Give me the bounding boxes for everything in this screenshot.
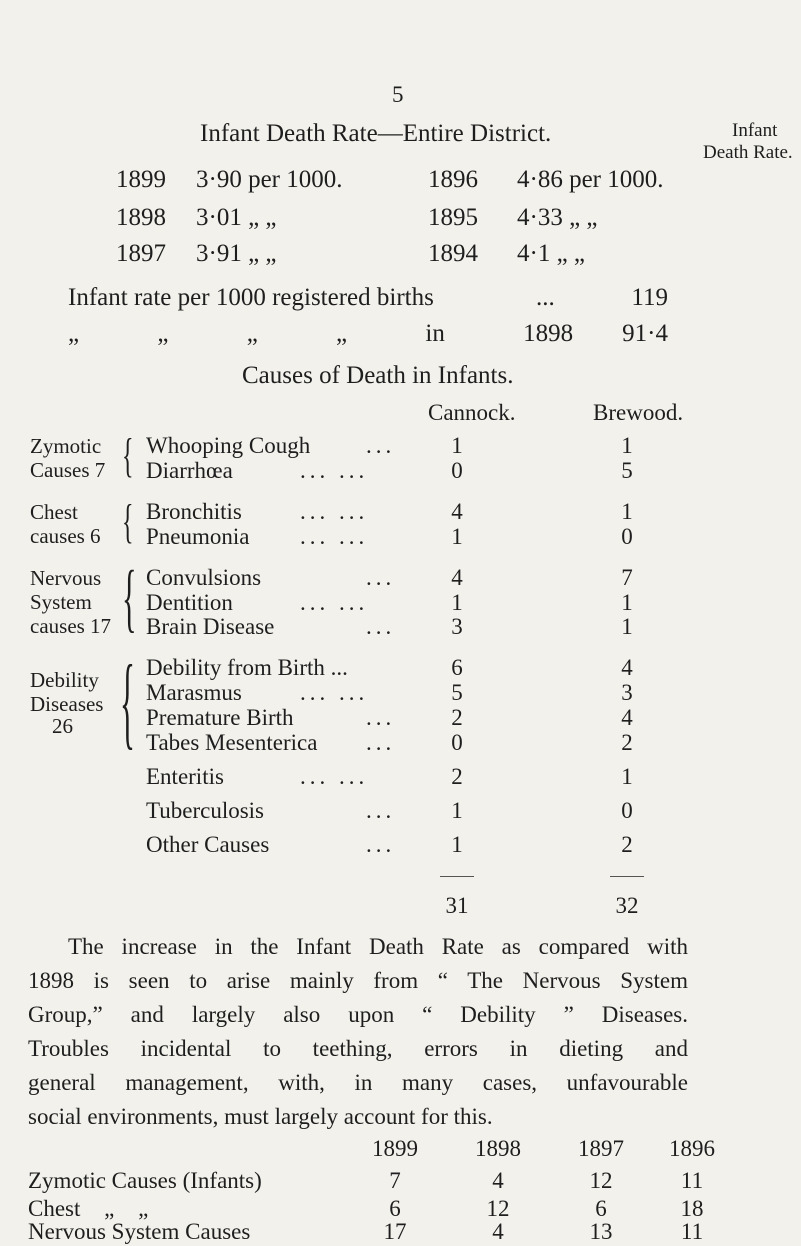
cause-dots: ... ... [300,680,369,705]
year-header: 1899 [372,1136,418,1161]
cannock-value: 1 [451,590,463,615]
cause-name: Marasmus [146,680,242,705]
cause-dots: ... ... [300,499,369,524]
title: Infant Death Rate—Entire District. [200,120,552,147]
brace-icon: { [122,495,134,548]
cause-name: Whooping Cough [146,433,311,458]
cannock-value: 0 [451,458,463,483]
group-label: Chest [30,500,78,524]
comparison-value: 11 [680,1168,704,1193]
brewood-value: 1 [621,499,633,524]
cause-dots: ... ... [300,524,369,549]
comparison-value: 13 [589,1219,613,1244]
col-header-brewood: Brewood. [593,400,684,425]
comparison-value: 6 [389,1196,401,1221]
cannock-value: 2 [451,764,463,789]
group-label: Debility [30,668,99,692]
paragraph-line: 1898 is seen to arise mainly from “ The Nervous System [28,968,688,993]
cause-name: Other Causes [146,832,270,857]
cause-dots: ... [366,705,396,730]
brace-icon: { [120,644,135,759]
cannock-value: 1 [451,798,463,823]
comparison-value: 18 [680,1196,704,1221]
rate-year: 1897 [116,240,166,267]
cause-name: Convulsions [146,565,262,590]
infant-rate-1898-value: 91·4 [622,320,668,347]
rate-value: 3·01 „ „ [196,204,277,231]
brewood-value: 0 [621,524,633,549]
cannock-value: 4 [451,565,463,590]
group-label: Zymotic [30,434,102,458]
rate-value: 3·91 „ „ [196,240,277,267]
brewood-value: 2 [621,832,633,857]
cause-dots: ... [366,614,396,639]
paragraph-line: The increase in the Infant Death Rate as compared with [68,934,688,959]
cannock-value: 1 [451,832,463,857]
total-rule [440,876,474,877]
group-label: causes 17 [30,614,112,638]
group-label: Causes 7 [30,458,106,482]
cause-dots: ... [366,832,396,857]
cannock-value: 1 [451,433,463,458]
comparison-row-label: Chest „ „ [28,1196,149,1221]
cause-dots: ... ... [300,764,369,789]
paragraph-line: Troubles incidental to teething, errors in dieting and [28,1036,688,1061]
cannock-value: 1 [451,524,463,549]
cause-dots: ... [366,798,396,823]
infant-rate-label: Infant rate per 1000 registered births [68,284,434,311]
group-label: 26 [52,714,73,738]
cause-name: Pneumonia [146,524,250,549]
comparison-row-label: Zymotic Causes (Infants) [28,1168,262,1193]
causes-title: Causes of Death in Infants. [242,362,514,389]
cause-dots: ... [366,565,396,590]
cause-name: Diarrhœa [146,458,233,483]
year-header: 1898 [475,1136,521,1161]
cannock-value: 6 [451,655,463,680]
rate-value: 4·33 „ „ [517,204,598,231]
brewood-value: 4 [621,705,633,730]
rate-year: 1899 [116,166,166,193]
brewood-value: 3 [621,680,633,705]
brewood-value: 1 [621,764,633,789]
year-header: 1896 [669,1136,715,1161]
comparison-value: 12 [589,1168,613,1193]
brewood-value: 5 [621,458,633,483]
cause-name: Enteritis [146,764,224,789]
rate-year: 1895 [428,204,478,231]
rate-value: 4·1 „ „ [517,240,586,267]
rate-year: 1894 [428,240,478,267]
infant-rate-dots: ... [536,284,555,311]
comparison-value: 17 [383,1219,407,1244]
cannock-value: 4 [451,499,463,524]
comparison-value: 7 [389,1168,401,1193]
brace-icon: { [122,429,134,482]
page-number: 5 [392,82,404,107]
paragraph-line: general management, with, in many cases, unfavourable [28,1070,688,1095]
cause-name: Dentition [146,590,233,615]
infant-rate-1898-label: „ „ „ „ in 1898 [68,320,574,347]
cause-dots: ... [366,730,396,755]
total-rule [610,876,644,877]
group-label: System [30,590,92,614]
brace-icon: { [122,556,137,640]
cause-dots: ... ... [300,458,369,483]
group-label: Diseases [30,692,104,716]
cause-dots: ... ... [300,590,369,615]
group-label: causes 6 [30,524,101,548]
cannock-total: 31 [445,893,469,918]
brewood-value: 1 [621,433,633,458]
rate-value: 4·86 per 1000. [517,166,664,193]
rate-year: 1898 [116,204,166,231]
group-label: Nervous [30,566,102,590]
paragraph-line: social environments, must largely account for this. [28,1104,493,1129]
cause-name: Tabes Mesenterica [146,730,318,755]
cannock-value: 2 [451,705,463,730]
cause-name: Bronchitis [146,499,242,524]
year-header: 1897 [578,1136,624,1161]
paragraph-line: Group,” and largely also upon “ Debility ” Diseases. [28,1002,688,1027]
col-header-cannock: Cannock. [428,400,516,425]
infant-rate-value: 119 [631,284,668,311]
cause-name: Brain Disease [146,614,275,639]
cause-name: Debility from Birth ... [146,655,348,680]
rate-year: 1896 [428,166,478,193]
margin-note-line-2: Death Rate. [703,142,793,163]
cause-name: Tuberculosis [146,798,264,823]
brewood-value: 4 [621,655,633,680]
comparison-value: 11 [680,1219,704,1244]
cause-name: Premature Birth [146,705,294,730]
comparison-value: 12 [486,1196,510,1221]
brewood-value: 2 [621,730,633,755]
comparison-value: 4 [492,1168,504,1193]
cause-dots: ... [366,433,396,458]
comparison-value: 4 [492,1219,504,1244]
cannock-value: 3 [451,614,463,639]
brewood-value: 0 [621,798,633,823]
brewood-value: 1 [621,614,633,639]
brewood-value: 1 [621,590,633,615]
brewood-value: 7 [621,565,633,590]
comparison-value: 6 [595,1196,607,1221]
cannock-value: 0 [451,730,463,755]
margin-note-line-1: Infant [732,120,778,141]
brewood-total: 32 [615,893,639,918]
comparison-row-label: Nervous System Causes [28,1219,251,1244]
rate-value: 3·90 per 1000. [196,166,343,193]
cannock-value: 5 [451,680,463,705]
